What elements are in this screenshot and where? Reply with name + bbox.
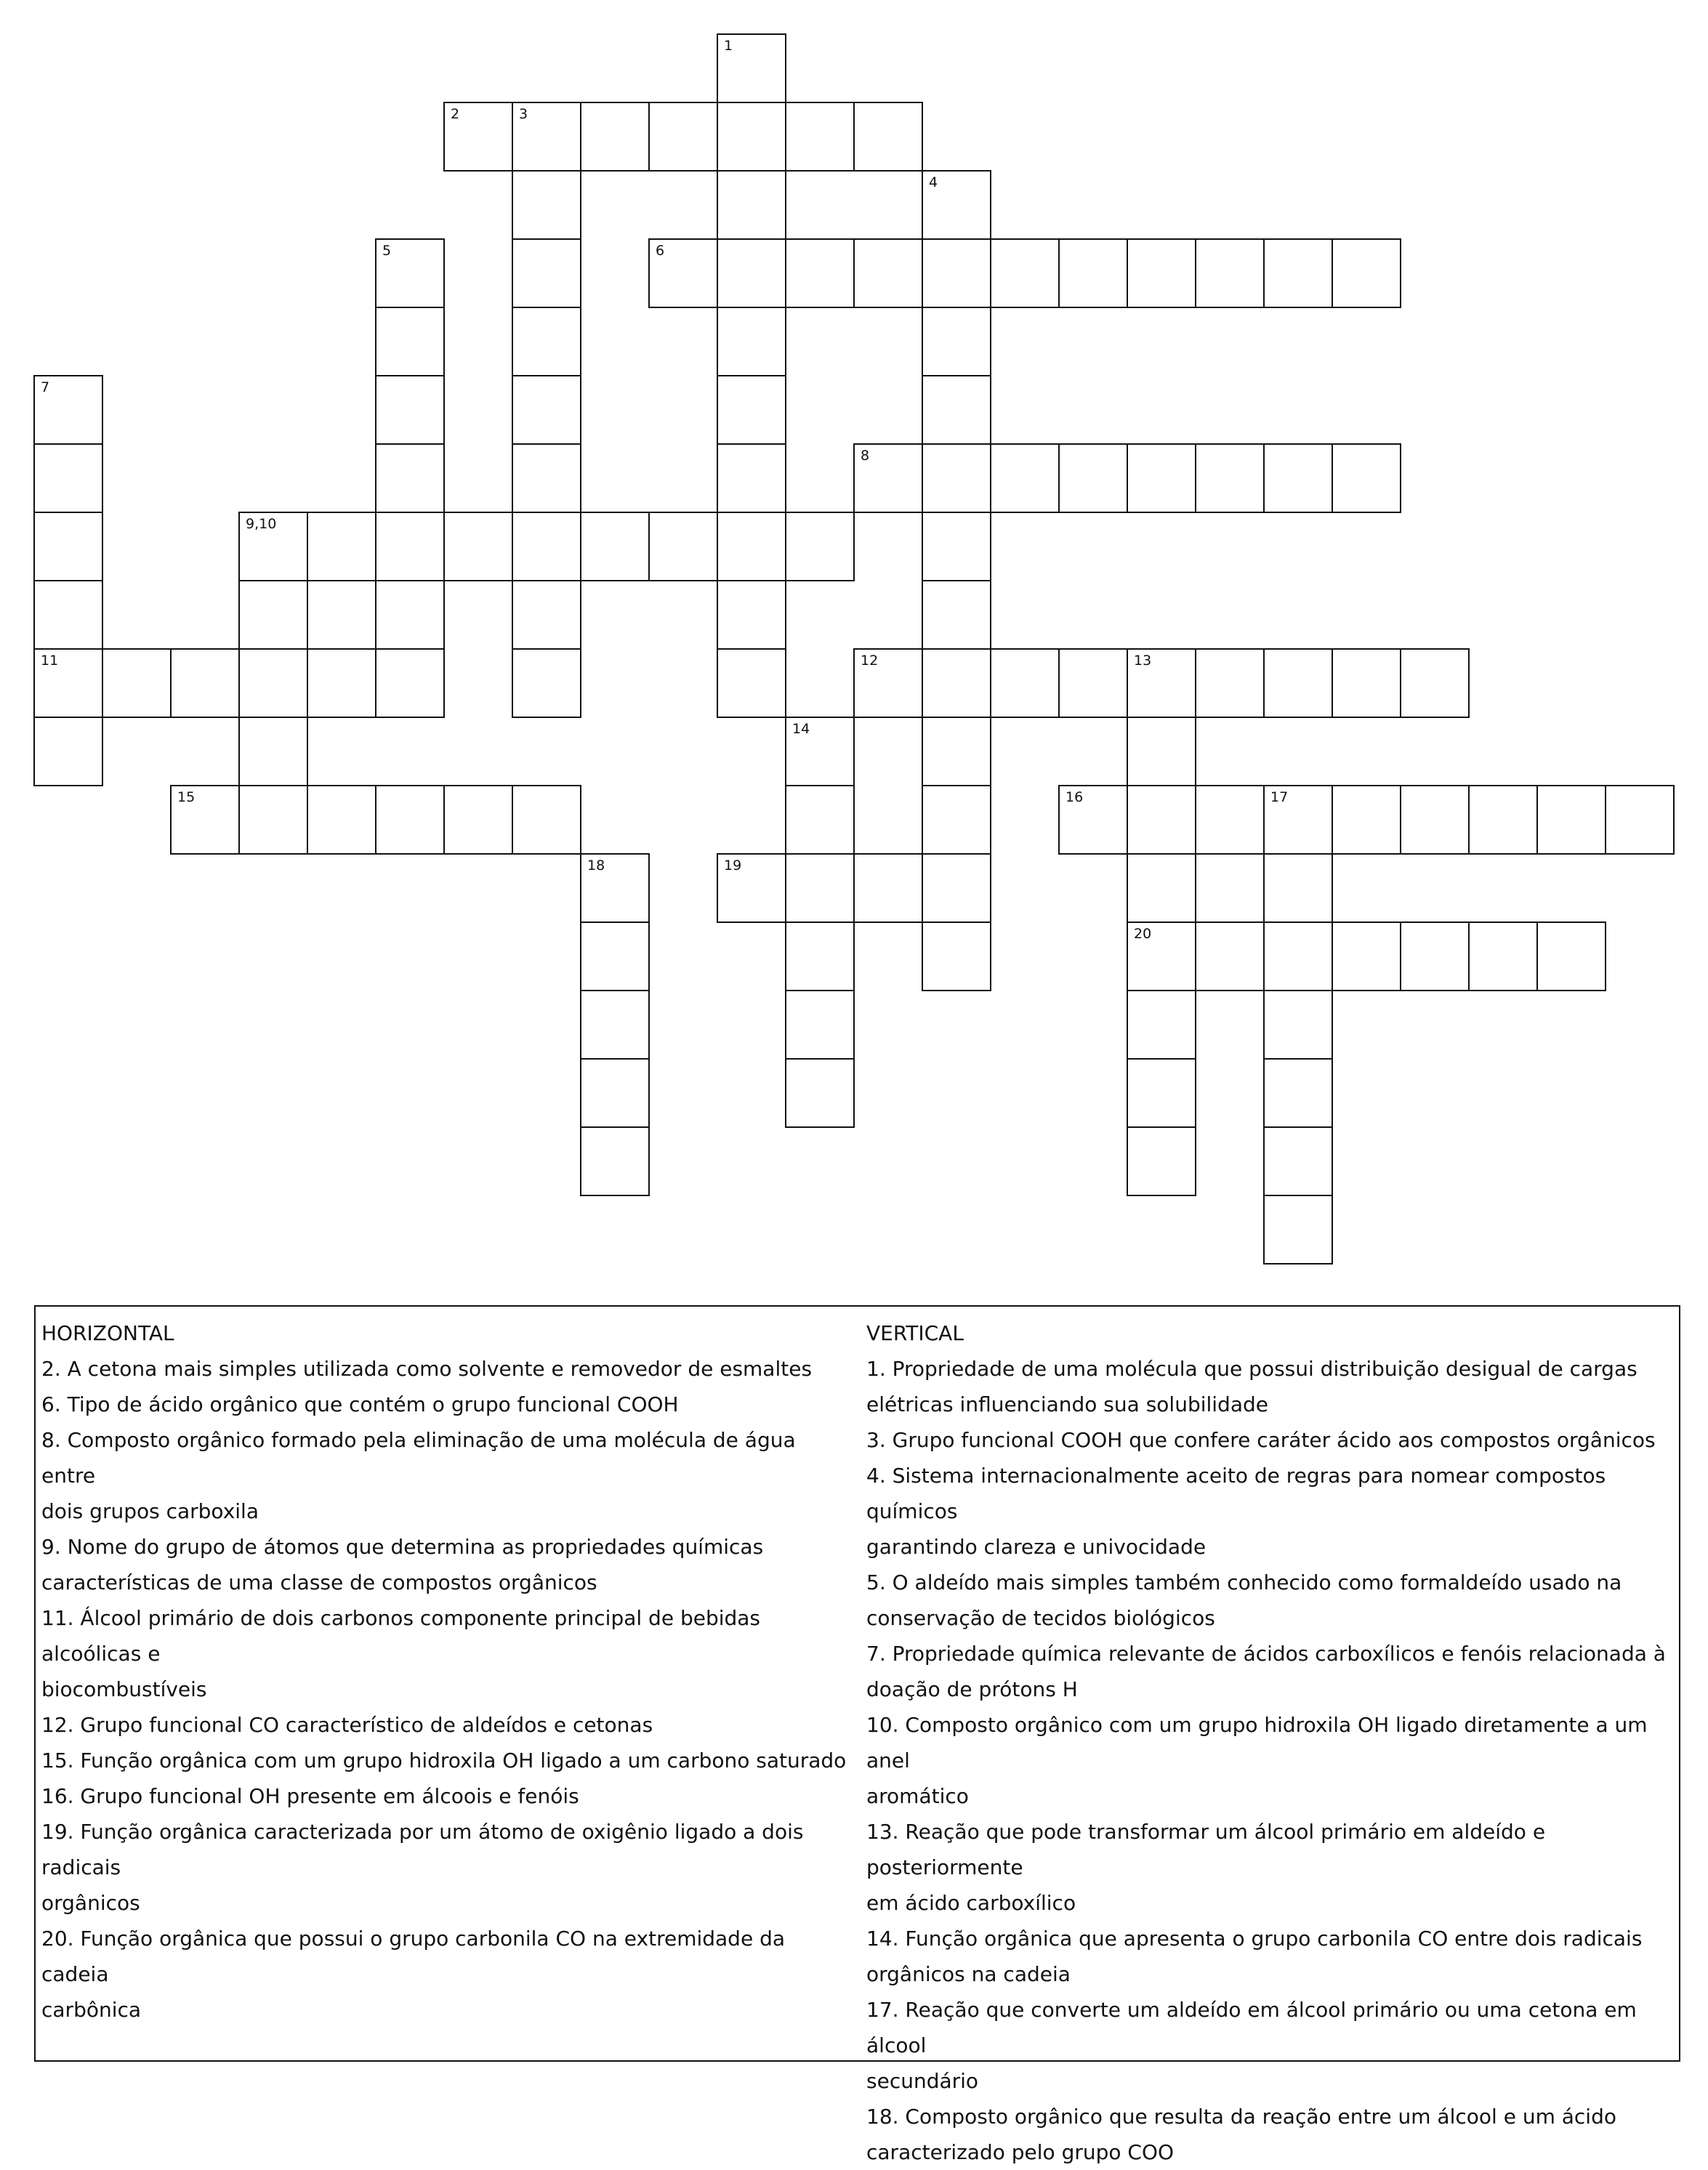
grid-cell[interactable] xyxy=(170,785,240,855)
grid-cell[interactable] xyxy=(785,921,855,991)
grid-cell[interactable] xyxy=(580,102,650,172)
grid-cell[interactable] xyxy=(375,238,445,308)
grid-cell[interactable] xyxy=(1263,1126,1333,1196)
grid-cell[interactable] xyxy=(512,170,581,240)
grid-cell[interactable] xyxy=(1058,238,1128,308)
horizontal-clue-line: biocombustíveis xyxy=(41,1677,207,1701)
clue-number: 6 xyxy=(656,243,665,259)
grid-cell[interactable] xyxy=(1127,1126,1196,1196)
grid-cell[interactable] xyxy=(1332,648,1401,718)
clue-number: 4 xyxy=(929,174,938,190)
grid-cell[interactable] xyxy=(375,785,445,855)
grid-cell[interactable] xyxy=(1127,717,1196,786)
grid-cell[interactable] xyxy=(922,375,991,445)
grid-cell[interactable] xyxy=(512,648,581,718)
grid-cell[interactable] xyxy=(512,580,581,650)
vertical-clue-line: conservação de tecidos biológicos xyxy=(866,1606,1215,1630)
grid-cell[interactable] xyxy=(307,648,376,718)
grid-cell[interactable] xyxy=(922,443,991,513)
grid-cell[interactable] xyxy=(922,648,991,718)
grid-cell[interactable] xyxy=(375,648,445,718)
grid-cell[interactable] xyxy=(580,1126,650,1196)
grid-cell[interactable] xyxy=(922,853,991,923)
grid-cell[interactable] xyxy=(717,238,786,308)
clue-number: 3 xyxy=(519,106,528,122)
grid-cell[interactable] xyxy=(33,375,103,445)
grid-cell[interactable] xyxy=(238,580,308,650)
horizontal-clue-line: 20. Função orgânica que possui o grupo carbonila CO na extremidade da cadeia xyxy=(41,1927,786,1986)
grid-cell[interactable] xyxy=(717,170,786,240)
grid-cell[interactable] xyxy=(648,512,718,581)
grid-cell[interactable] xyxy=(648,102,718,172)
grid-cell[interactable] xyxy=(1400,785,1470,855)
grid-cell[interactable] xyxy=(375,375,445,445)
grid-cell[interactable] xyxy=(307,512,376,581)
grid-cell[interactable] xyxy=(1195,921,1265,991)
grid-cell[interactable] xyxy=(33,512,103,581)
grid-cell[interactable] xyxy=(238,717,308,786)
grid-cell[interactable] xyxy=(1263,990,1333,1060)
grid-cell[interactable] xyxy=(307,785,376,855)
grid-cell[interactable] xyxy=(1536,785,1606,855)
vertical-clue-line: 3. Grupo funcional COOH que confere caráter ácido aos compostos orgânicos xyxy=(866,1428,1656,1452)
grid-cell[interactable] xyxy=(1263,648,1333,718)
grid-cell[interactable] xyxy=(512,102,581,172)
grid-cell[interactable] xyxy=(785,990,855,1060)
grid-cell[interactable] xyxy=(1058,785,1128,855)
grid-cell[interactable] xyxy=(238,512,308,581)
grid-cell[interactable] xyxy=(512,512,581,581)
grid-cell[interactable] xyxy=(785,102,855,172)
grid-cell[interactable] xyxy=(922,238,991,308)
horizontal-clues xyxy=(41,1315,855,2028)
vertical-clue-line: 5. O aldeído mais simples também conhecido como formaldeído usado na xyxy=(866,1570,1622,1594)
clue-number: 13 xyxy=(1134,653,1152,669)
grid-cell[interactable] xyxy=(1263,921,1333,991)
grid-cell[interactable] xyxy=(580,1058,650,1128)
grid-cell[interactable] xyxy=(853,853,923,923)
grid-cell[interactable] xyxy=(1263,1058,1333,1128)
grid-cell[interactable] xyxy=(922,307,991,376)
clue-number: 8 xyxy=(861,448,870,464)
vertical-clue-line: 18. Composto orgânico que resulta da reação entre um álcool e um ácido xyxy=(866,2105,1616,2129)
vertical-clue-line: garantindo clareza e univocidade xyxy=(866,1535,1207,1559)
grid-cell[interactable] xyxy=(102,648,172,718)
grid-cell[interactable] xyxy=(853,102,923,172)
vertical-clues xyxy=(866,1315,1669,2170)
grid-cell[interactable] xyxy=(1058,443,1128,513)
grid-cell[interactable] xyxy=(512,443,581,513)
vertical-clue-list xyxy=(866,1351,1669,2170)
clue-number: 12 xyxy=(861,653,879,669)
clue-number: 15 xyxy=(177,789,196,805)
horizontal-clue-line: 8. Composto orgânico formado pela eliminação de uma molécula de água entre xyxy=(41,1428,796,1488)
grid-cell[interactable] xyxy=(990,443,1060,513)
grid-cell[interactable] xyxy=(922,717,991,786)
grid-cell[interactable] xyxy=(33,443,103,513)
grid-cell[interactable] xyxy=(1332,921,1401,991)
vertical-clue-line: secundário xyxy=(866,2069,979,2093)
grid-cell[interactable] xyxy=(1263,238,1333,308)
vertical-clue-line: caracterizado pelo grupo COO xyxy=(866,2140,1175,2164)
grid-cell[interactable] xyxy=(1263,785,1333,855)
grid-cell[interactable] xyxy=(717,512,786,581)
horizontal-clue-line: orgânicos xyxy=(41,1891,140,1915)
grid-cell[interactable] xyxy=(512,307,581,376)
grid-cell[interactable] xyxy=(1127,853,1196,923)
grid-cell[interactable] xyxy=(307,580,376,650)
grid-cell[interactable] xyxy=(1468,785,1538,855)
horizontal-clue-line: 11. Álcool primário de dois carbonos componente principal de bebidas alcoólicas e xyxy=(41,1606,761,1666)
grid-cell[interactable] xyxy=(717,853,786,923)
horizontal-clue-line: 19. Função orgânica caracterizada por um átomo de oxigênio ligado a dois radicais xyxy=(41,1820,804,1879)
grid-cell[interactable] xyxy=(1127,990,1196,1060)
grid-cell[interactable] xyxy=(1263,443,1333,513)
grid-cell[interactable] xyxy=(785,238,855,308)
vertical-clue-line: 1. Propriedade de uma molécula que possui distribuição desigual de cargas xyxy=(866,1357,1637,1381)
grid-cell[interactable] xyxy=(1058,648,1128,718)
grid-cell[interactable] xyxy=(717,443,786,513)
clue-number: 16 xyxy=(1066,789,1084,805)
grid-cell[interactable] xyxy=(238,648,308,718)
grid-cell[interactable] xyxy=(238,785,308,855)
clue-number: 2 xyxy=(451,106,460,122)
clue-number: 17 xyxy=(1270,789,1289,805)
grid-cell[interactable] xyxy=(990,648,1060,718)
grid-cell[interactable] xyxy=(375,580,445,650)
clue-number: 5 xyxy=(382,243,392,259)
vertical-clue-line: 4. Sistema internacionalmente aceito de regras para nomear compostos químicos xyxy=(866,1464,1606,1523)
grid-cell[interactable] xyxy=(1127,648,1196,718)
clue-number: 14 xyxy=(792,721,810,737)
grid-cell[interactable] xyxy=(922,921,991,991)
grid-cell[interactable] xyxy=(785,1058,855,1128)
horizontal-clue-line: características de uma classe de compostos orgânicos xyxy=(41,1570,597,1594)
horizontal-clue-line: 2. A cetona mais simples utilizada como solvente e removedor de esmaltes xyxy=(41,1357,813,1381)
horizontal-clue-line: 6. Tipo de ácido orgânico que contém o grupo funcional COOH xyxy=(41,1392,679,1416)
grid-cell[interactable] xyxy=(853,648,923,718)
grid-cell[interactable] xyxy=(1127,443,1196,513)
vertical-clue-line: 10. Composto orgânico com um grupo hidroxila OH ligado diretamente a um anel xyxy=(866,1713,1648,1772)
vertical-clue-line: 7. Propriedade química relevante de ácidos carboxílicos e fenóis relacionada à xyxy=(866,1642,1666,1666)
horizontal-clue-list xyxy=(41,1351,855,2028)
grid-cell[interactable] xyxy=(717,307,786,376)
grid-cell[interactable] xyxy=(1127,921,1196,991)
grid-cell[interactable] xyxy=(580,853,650,923)
grid-cell[interactable] xyxy=(375,443,445,513)
grid-cell[interactable] xyxy=(717,580,786,650)
grid-cell[interactable] xyxy=(648,238,718,308)
horizontal-clue-line: 16. Grupo funcional OH presente em álcoois e fenóis xyxy=(41,1784,579,1808)
grid-cell[interactable] xyxy=(512,785,581,855)
clue-number: 9,10 xyxy=(246,516,277,532)
grid-cell[interactable] xyxy=(717,648,786,718)
clue-number: 1 xyxy=(724,38,733,54)
clue-number: 7 xyxy=(41,379,50,395)
grid-cell[interactable] xyxy=(33,717,103,786)
grid-cell[interactable] xyxy=(33,580,103,650)
horizontal-clue-line: 12. Grupo funcional CO característico de aldeídos e cetonas xyxy=(41,1713,653,1737)
grid-cell[interactable] xyxy=(922,512,991,581)
grid-cell[interactable] xyxy=(717,375,786,445)
grid-cell[interactable] xyxy=(853,238,923,308)
grid-cell[interactable] xyxy=(1127,238,1196,308)
grid-cell[interactable] xyxy=(580,921,650,991)
clue-number: 19 xyxy=(724,858,742,874)
grid-cell[interactable] xyxy=(1468,921,1538,991)
vertical-clue-line: orgânicos na cadeia xyxy=(866,1962,1071,1986)
horizontal-clue-line: dois grupos carboxila xyxy=(41,1499,259,1523)
grid-cell[interactable] xyxy=(375,512,445,581)
grid-cell[interactable] xyxy=(717,102,786,172)
grid-cell[interactable] xyxy=(1195,443,1265,513)
grid-cell[interactable] xyxy=(990,238,1060,308)
grid-cell[interactable] xyxy=(1332,238,1401,308)
vertical-clue-line: em ácido carboxílico xyxy=(866,1891,1076,1915)
grid-cell[interactable] xyxy=(1400,648,1470,718)
vertical-clue-line: 14. Função orgânica que apresenta o grupo carbonila CO entre dois radicais xyxy=(866,1927,1643,1951)
grid-cell[interactable] xyxy=(580,512,650,581)
grid-cell[interactable] xyxy=(443,102,513,172)
grid-cell[interactable] xyxy=(443,512,513,581)
grid-cell[interactable] xyxy=(785,512,855,581)
vertical-clue-line: 17. Reação que converte um aldeído em álcool primário ou uma cetona em álcool xyxy=(866,1998,1637,2057)
grid-cell[interactable] xyxy=(1263,1195,1333,1265)
clue-number: 11 xyxy=(41,653,59,669)
grid-cell[interactable] xyxy=(922,785,991,855)
grid-cell[interactable] xyxy=(785,785,855,855)
grid-cell[interactable] xyxy=(1195,238,1265,308)
grid-cell[interactable] xyxy=(922,170,991,240)
vertical-clue-line: doação de prótons H xyxy=(866,1677,1078,1701)
grid-cell[interactable] xyxy=(580,990,650,1060)
grid-cell[interactable] xyxy=(512,375,581,445)
grid-cell[interactable] xyxy=(785,717,855,786)
grid-cell[interactable] xyxy=(375,307,445,376)
clue-number: 20 xyxy=(1134,926,1152,942)
grid-cell[interactable] xyxy=(1605,785,1675,855)
horizontal-title: HORIZONTAL xyxy=(41,1321,174,1345)
grid-cell[interactable] xyxy=(1536,921,1606,991)
vertical-clue-line: elétricas influenciando sua solubilidade xyxy=(866,1392,1268,1416)
grid-cell[interactable] xyxy=(33,648,103,718)
grid-cell[interactable] xyxy=(1195,648,1265,718)
grid-cell[interactable] xyxy=(443,785,513,855)
horizontal-clue-line: 9. Nome do grupo de átomos que determina as propriedades químicas xyxy=(41,1535,764,1559)
horizontal-clue-line: 15. Função orgânica com um grupo hidroxila OH ligado a um carbono saturado xyxy=(41,1748,847,1772)
grid-cell[interactable] xyxy=(922,580,991,650)
grid-cell[interactable] xyxy=(1332,443,1401,513)
clues-box xyxy=(34,1305,1680,2164)
grid-cell[interactable] xyxy=(1195,785,1265,855)
grid-cell[interactable] xyxy=(717,33,786,103)
grid-cell[interactable] xyxy=(1263,853,1333,923)
clue-number: 18 xyxy=(587,858,605,874)
horizontal-clue-line: carbônica xyxy=(41,1998,142,2022)
grid-cell[interactable] xyxy=(785,853,855,923)
grid-cell[interactable] xyxy=(853,443,923,513)
grid-cell[interactable] xyxy=(1400,921,1470,991)
grid-cell[interactable] xyxy=(1127,1058,1196,1128)
vertical-title: VERTICAL xyxy=(866,1321,964,1345)
vertical-clue-line: aromático xyxy=(866,1784,969,1808)
grid-cell[interactable] xyxy=(170,648,240,718)
grid-cell[interactable] xyxy=(1127,785,1196,855)
vertical-clue-line: 13. Reação que pode transformar um álcool primário em aldeído e posteriormente xyxy=(866,1820,1546,1879)
grid-cell[interactable] xyxy=(1332,785,1401,855)
grid-cell[interactable] xyxy=(512,238,581,308)
